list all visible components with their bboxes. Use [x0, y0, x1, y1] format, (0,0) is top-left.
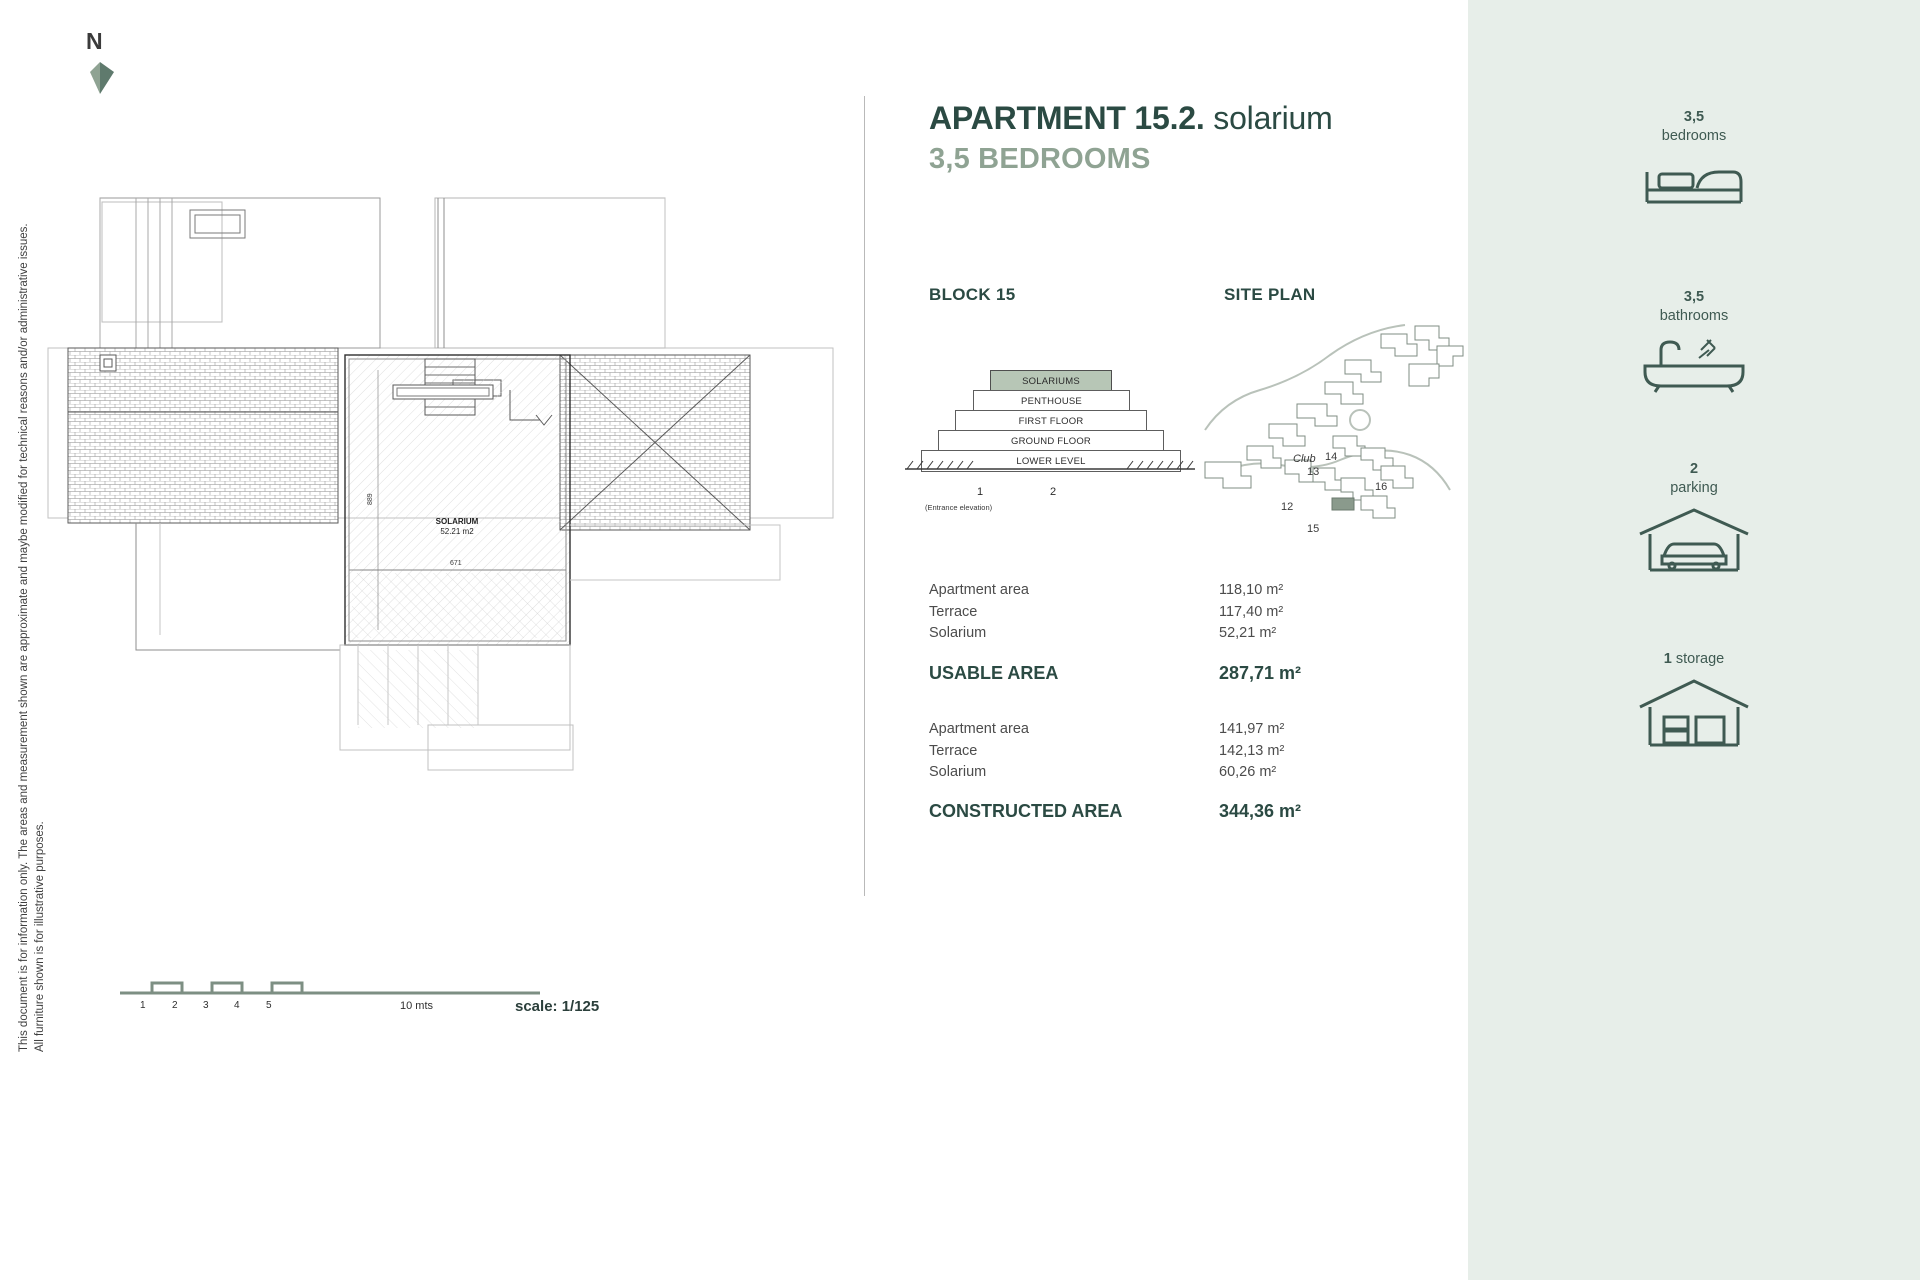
storage-room-icon [1468, 675, 1920, 756]
site-plan-map [1185, 320, 1485, 550]
table-row [929, 602, 1309, 624]
table-row [929, 741, 1309, 763]
constructed-area-table [929, 719, 1309, 822]
row-label: Apartment area [929, 721, 1029, 737]
room-area: 52.21 m2 [440, 527, 474, 536]
constructed-area-label: CONSTRUCTED AREA [929, 800, 1123, 821]
page-title [929, 100, 1333, 137]
row-value: 142,13 m² [1219, 742, 1285, 759]
feature-parking [1468, 460, 1920, 581]
svg-text:14: 14 [1325, 451, 1338, 463]
storage-count: 1 [1663, 651, 1672, 667]
garage-car-icon [1468, 504, 1920, 581]
svg-text:671: 671 [450, 560, 462, 567]
scale-tick-3: 3 [203, 1000, 209, 1011]
room-label [407, 517, 507, 537]
north-arrow [86, 28, 146, 108]
constructed-area-total [929, 801, 1309, 822]
scale-tick-1: 1 [140, 1000, 146, 1011]
row-value: 60,26 m² [1219, 764, 1277, 780]
scale-bar [120, 975, 560, 1025]
table-row [929, 623, 1309, 645]
row-label: Solarium [929, 764, 987, 780]
scale-ratio: scale: 1/125 [515, 998, 600, 1015]
svg-text:Club: Club [1293, 453, 1316, 465]
level-lower-level: LOWER LEVEL [921, 450, 1181, 472]
scale-tick-2: 2 [172, 1000, 178, 1011]
features-sidebar [1468, 0, 1920, 1280]
north-arrow-icon [88, 58, 148, 118]
row-value: 141,97 m² [1219, 721, 1285, 737]
svg-text:12: 12 [1281, 501, 1294, 513]
bathtub-icon [1468, 332, 1920, 399]
site-plan-heading: SITE PLAN [1224, 285, 1316, 304]
usable-area-label: USABLE AREA [929, 662, 1059, 683]
bedrooms-label: bedrooms [1661, 128, 1727, 144]
feature-storage [1468, 650, 1920, 756]
row-value: 52,21 m² [1219, 625, 1277, 641]
scale-tick-4: 4 [234, 1000, 240, 1011]
title-apartment: APARTMENT 15.2. [929, 100, 1205, 136]
bathrooms-label: bathrooms [1659, 308, 1729, 324]
constructed-area-value: 344,36 m² [1219, 800, 1302, 821]
parking-label: parking [1670, 480, 1718, 496]
usable-area-value: 287,71 m² [1219, 662, 1302, 683]
table-row [929, 762, 1309, 784]
ground-hatch-icon [905, 456, 1195, 472]
row-value: 117,40 m² [1219, 603, 1284, 620]
vertical-divider [864, 96, 865, 896]
level-penthouse: PENTHOUSE [973, 390, 1130, 412]
block-note: (Entrance elevation) [925, 503, 993, 512]
usable-area-table [929, 580, 1309, 684]
table-row [929, 719, 1309, 741]
row-label: Terrace [929, 742, 978, 759]
row-label: Solarium [929, 625, 987, 641]
scale-tick-5: 5 [266, 1000, 272, 1011]
usable-area-total [929, 663, 1309, 684]
feature-bedrooms [1468, 108, 1920, 217]
row-label: Apartment area [929, 582, 1029, 598]
level-first-floor: FIRST FLOOR [955, 410, 1147, 432]
svg-text:16: 16 [1375, 481, 1388, 493]
title-solarium: solarium [1204, 100, 1333, 136]
block-heading: BLOCK 15 [929, 285, 1016, 304]
bed-icon [1468, 152, 1920, 217]
level-ground-floor: GROUND FLOOR [938, 430, 1164, 452]
block-number-2: 2 [1050, 486, 1057, 498]
floor-plan-drawing [40, 180, 840, 820]
svg-text:889: 889 [367, 493, 374, 505]
row-value: 118,10 m² [1219, 582, 1284, 598]
storage-label: storage [1675, 651, 1725, 667]
row-label: Terrace [929, 603, 978, 620]
disclaimer-line-1: This document is for information only. The areas and measurement shown are approximate and maybe modified for technical reasons and/or administrative issues. [18, 223, 30, 1052]
bathrooms-count: 3,5 [1683, 289, 1705, 305]
scale-end-label: 10 mts [400, 1000, 434, 1012]
page-subtitle: 3,5 BEDROOMS [929, 143, 1151, 175]
svg-text:15: 15 [1307, 523, 1320, 535]
north-label: N [86, 28, 103, 54]
block-number-1: 1 [977, 486, 984, 498]
block-level-diagram [905, 370, 1145, 498]
feature-bathrooms [1468, 288, 1920, 399]
table-row [929, 580, 1309, 602]
svg-text:13: 13 [1307, 466, 1320, 478]
disclaimer-line-2: All furniture shown is for illustrative purposes. [34, 821, 46, 1052]
room-name: SOLARIUM [435, 517, 479, 526]
parking-count: 2 [1689, 461, 1699, 477]
level-solariums: SOLARIUMS [990, 370, 1112, 392]
bedrooms-count: 3,5 [1683, 109, 1705, 125]
